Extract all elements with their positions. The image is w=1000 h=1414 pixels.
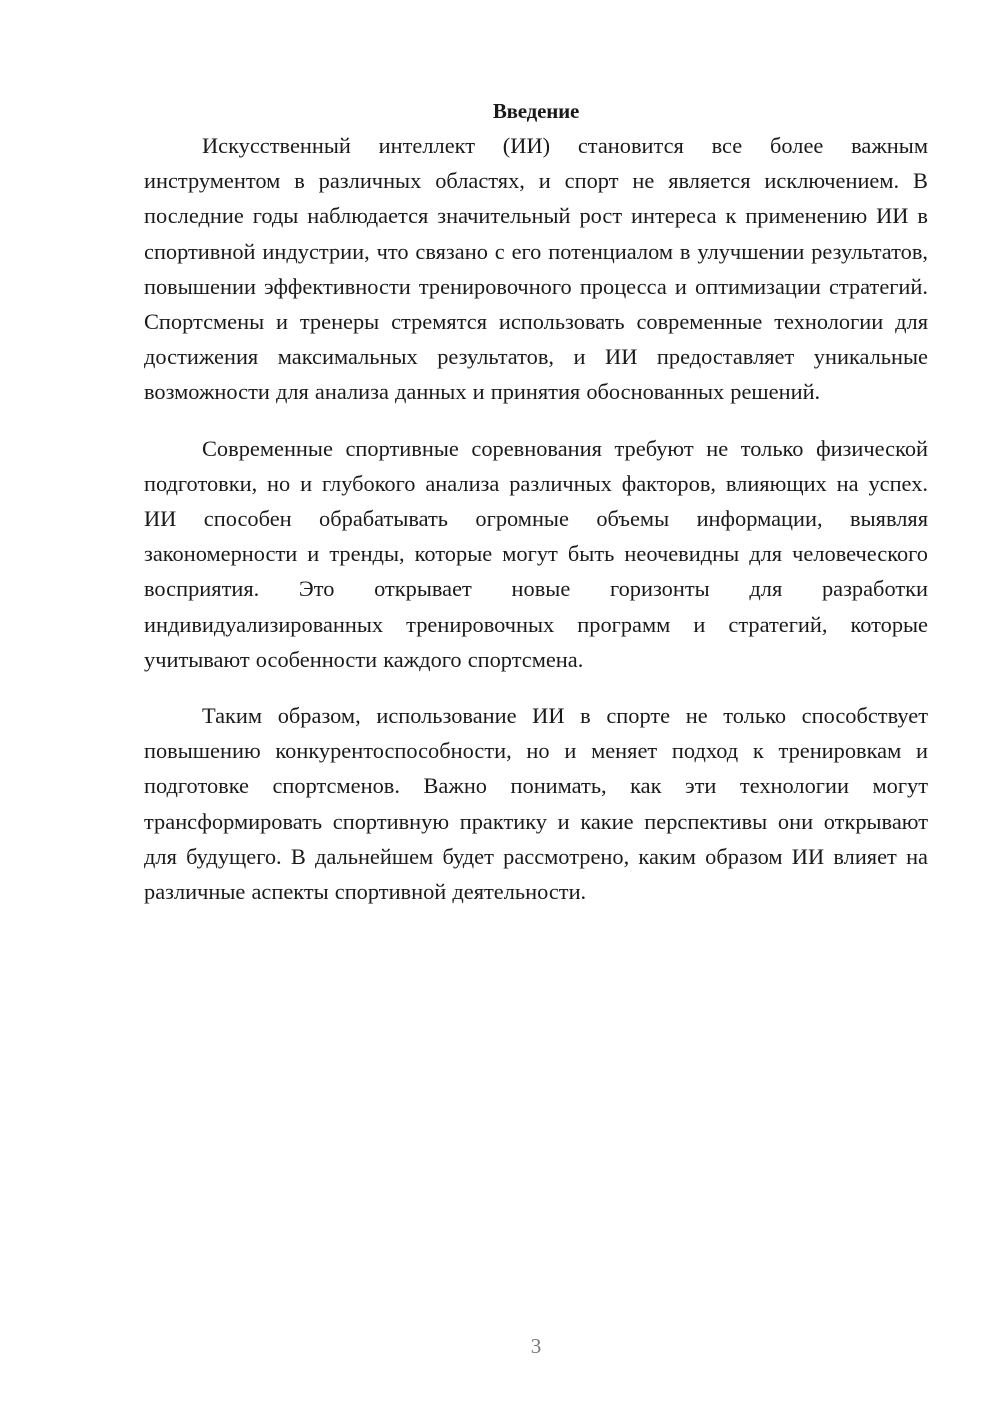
page-title: Введение bbox=[492, 99, 580, 123]
paragraph-2: Современные спортивные соревнования требуют не только физической подготовки, но и глубокого анализа различных факторов, влияющих на успех. ИИ способен обрабатывать огромные объемы информации, выявляя закономерности и тренды, которые могут быть неочевидны для человеческого восприятия. Это открывает новые горизонты для разработки индивидуализированных тренировочных программ и стратегий, которые учитывают особенности каждого спортсмена. bbox=[144, 435, 928, 672]
paragraph-1: Искусственный интеллект (ИИ) становится все более важным инструментом в различных областях, и спорт не является исключением. В последние годы наблюдается значительный рост интереса к применению ИИ в спортивной индустрии, что связано с его потенциалом в улучшении результатов, повышении эффективности тренировочного процесса и оптимизации стратегий. Спортсмены и тренеры стремятся использовать современные технологии для достижения максимальных результатов, и ИИ предоставляет уникальные возможности для анализа данных и принятия обоснованных решений. bbox=[144, 133, 928, 405]
paragraph-3: Таким образом, использование ИИ в спорте не только способствует повышению конкурентоспособности, но и меняет подход к тренировкам и подготовке спортсменов. Важно понимать, как эти технологии могут трансформировать спортивную практику и какие перспективы они открывают для будущего. В дальнейшем будет рассмотрено, каким образом ИИ влияет на различные аспекты спортивной деятельности. bbox=[144, 703, 928, 905]
page-number: 3 bbox=[530, 1334, 542, 1358]
page-content bbox=[144, 96, 928, 930]
